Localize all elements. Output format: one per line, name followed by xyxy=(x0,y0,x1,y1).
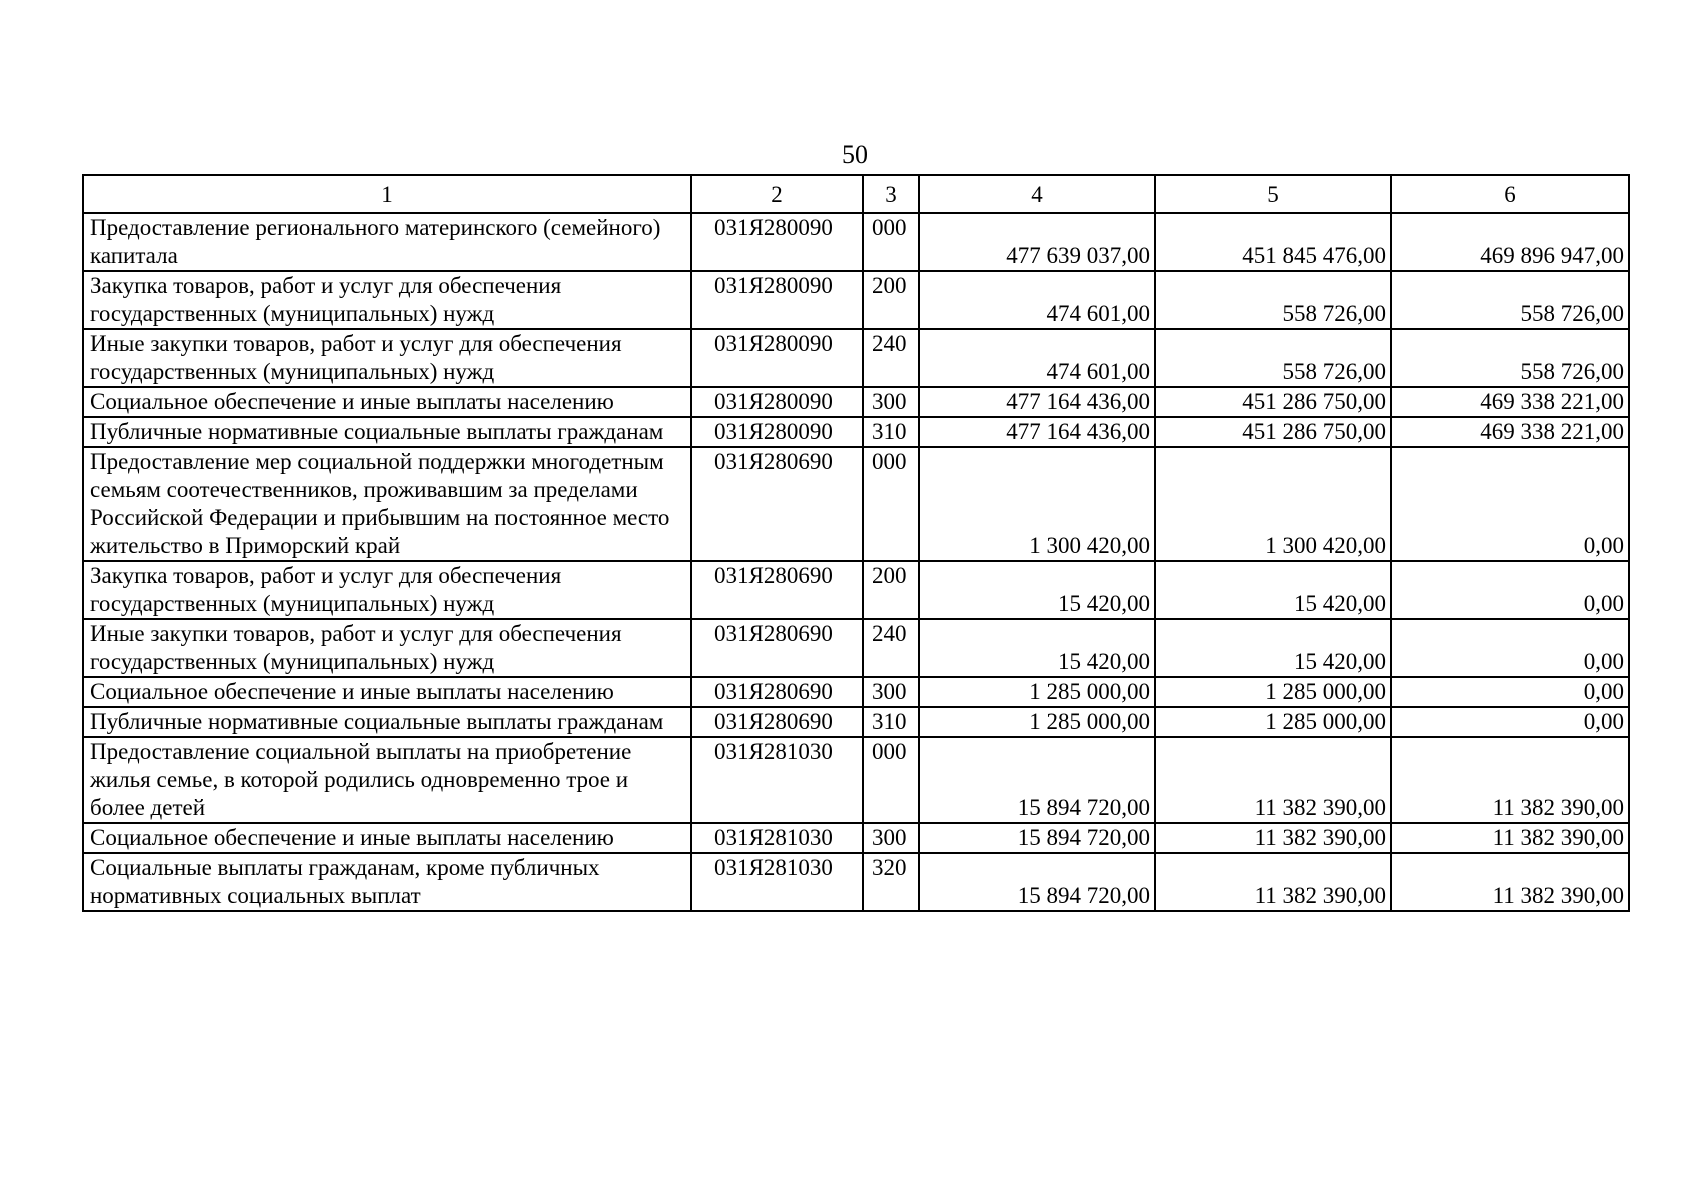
row-name: Публичные нормативные социальные выплаты гражданам xyxy=(83,707,691,737)
row-code: 031Я281030 xyxy=(691,853,863,911)
row-code: 031Я281030 xyxy=(691,823,863,853)
row-kind: 300 xyxy=(863,387,919,417)
row-amount-5: 451 286 750,00 xyxy=(1155,387,1391,417)
row-code: 031Я280090 xyxy=(691,271,863,329)
table-row xyxy=(83,329,1629,387)
row-name: Социальное обеспечение и иные выплаты населению xyxy=(83,677,691,707)
row-name: Предоставление регионального материнского (семейного) капитала xyxy=(83,213,691,271)
table-row xyxy=(83,447,1629,561)
header-row xyxy=(83,175,1629,213)
row-kind: 200 xyxy=(863,561,919,619)
row-amount-6: 0,00 xyxy=(1391,619,1629,677)
row-amount-5: 1 300 420,00 xyxy=(1155,447,1391,561)
row-name: Социальное обеспечение и иные выплаты населению xyxy=(83,823,691,853)
row-kind: 000 xyxy=(863,447,919,561)
row-amount-4: 477 164 436,00 xyxy=(919,417,1155,447)
row-kind: 000 xyxy=(863,213,919,271)
table-row xyxy=(83,737,1629,823)
row-kind: 320 xyxy=(863,853,919,911)
table-row xyxy=(83,271,1629,329)
row-amount-5: 1 285 000,00 xyxy=(1155,707,1391,737)
row-amount-6: 0,00 xyxy=(1391,561,1629,619)
row-amount-5: 451 845 476,00 xyxy=(1155,213,1391,271)
row-name: Публичные нормативные социальные выплаты гражданам xyxy=(83,417,691,447)
row-amount-6: 469 338 221,00 xyxy=(1391,417,1629,447)
page-number: 50 xyxy=(842,140,868,169)
row-amount-4: 15 420,00 xyxy=(919,619,1155,677)
row-name: Предоставление социальной выплаты на приобретение жилья семье, в которой родились одновременно трое и более детей xyxy=(83,737,691,823)
row-amount-6: 469 896 947,00 xyxy=(1391,213,1629,271)
row-amount-6: 0,00 xyxy=(1391,707,1629,737)
table-row xyxy=(83,561,1629,619)
row-amount-4: 1 285 000,00 xyxy=(919,677,1155,707)
row-code: 031Я280090 xyxy=(691,329,863,387)
table-row xyxy=(83,417,1629,447)
row-code: 031Я280690 xyxy=(691,619,863,677)
column-header: 4 xyxy=(919,175,1155,213)
row-amount-4: 474 601,00 xyxy=(919,329,1155,387)
row-name: Иные закупки товаров, работ и услуг для обеспечения государственных (муниципальных) нужд xyxy=(83,619,691,677)
column-header: 2 xyxy=(691,175,863,213)
row-amount-4: 474 601,00 xyxy=(919,271,1155,329)
table-row xyxy=(83,387,1629,417)
row-amount-6: 11 382 390,00 xyxy=(1391,737,1629,823)
row-name: Закупка товаров, работ и услуг для обеспечения государственных (муниципальных) нужд xyxy=(83,271,691,329)
row-code: 031Я280090 xyxy=(691,213,863,271)
row-amount-5: 558 726,00 xyxy=(1155,271,1391,329)
table-row xyxy=(83,853,1629,911)
row-amount-6: 11 382 390,00 xyxy=(1391,823,1629,853)
table-row xyxy=(83,619,1629,677)
row-amount-6: 11 382 390,00 xyxy=(1391,853,1629,911)
row-amount-4: 477 639 037,00 xyxy=(919,213,1155,271)
row-kind: 240 xyxy=(863,329,919,387)
column-header: 1 xyxy=(83,175,691,213)
column-header: 5 xyxy=(1155,175,1391,213)
row-amount-4: 15 894 720,00 xyxy=(919,737,1155,823)
table-row xyxy=(83,823,1629,853)
row-kind: 300 xyxy=(863,677,919,707)
row-amount-4: 1 285 000,00 xyxy=(919,707,1155,737)
budget-table xyxy=(82,174,1630,912)
table-row xyxy=(83,677,1629,707)
row-code: 031Я280690 xyxy=(691,677,863,707)
row-amount-5: 11 382 390,00 xyxy=(1155,853,1391,911)
row-amount-6: 469 338 221,00 xyxy=(1391,387,1629,417)
row-kind: 200 xyxy=(863,271,919,329)
row-name: Иные закупки товаров, работ и услуг для обеспечения государственных (муниципальных) нужд xyxy=(83,329,691,387)
row-amount-6: 558 726,00 xyxy=(1391,329,1629,387)
row-code: 031Я280090 xyxy=(691,387,863,417)
row-kind: 240 xyxy=(863,619,919,677)
row-name: Закупка товаров, работ и услуг для обеспечения государственных (муниципальных) нужд xyxy=(83,561,691,619)
row-amount-5: 15 420,00 xyxy=(1155,619,1391,677)
row-amount-4: 477 164 436,00 xyxy=(919,387,1155,417)
row-amount-4: 1 300 420,00 xyxy=(919,447,1155,561)
row-amount-5: 558 726,00 xyxy=(1155,329,1391,387)
table-row xyxy=(83,707,1629,737)
row-kind: 000 xyxy=(863,737,919,823)
row-name: Социальные выплаты гражданам, кроме публичных нормативных социальных выплат xyxy=(83,853,691,911)
row-code: 031Я280690 xyxy=(691,707,863,737)
row-name: Социальное обеспечение и иные выплаты населению xyxy=(83,387,691,417)
row-amount-4: 15 894 720,00 xyxy=(919,853,1155,911)
row-amount-6: 0,00 xyxy=(1391,677,1629,707)
row-name: Предоставление мер социальной поддержки многодетным семьям соотечественников, проживавшим за пределами Российской Федерации и прибывшим на постоянное место жительство в Приморский край xyxy=(83,447,691,561)
row-amount-5: 1 285 000,00 xyxy=(1155,677,1391,707)
column-header: 3 xyxy=(863,175,919,213)
row-code: 031Я280090 xyxy=(691,417,863,447)
row-code: 031Я280690 xyxy=(691,561,863,619)
row-code: 031Я281030 xyxy=(691,737,863,823)
row-kind: 310 xyxy=(863,417,919,447)
row-amount-4: 15 420,00 xyxy=(919,561,1155,619)
row-amount-5: 451 286 750,00 xyxy=(1155,417,1391,447)
row-amount-6: 558 726,00 xyxy=(1391,271,1629,329)
row-kind: 300 xyxy=(863,823,919,853)
table-row xyxy=(83,213,1629,271)
row-code: 031Я280690 xyxy=(691,447,863,561)
column-header: 6 xyxy=(1391,175,1629,213)
row-kind: 310 xyxy=(863,707,919,737)
row-amount-4: 15 894 720,00 xyxy=(919,823,1155,853)
row-amount-5: 11 382 390,00 xyxy=(1155,823,1391,853)
row-amount-5: 11 382 390,00 xyxy=(1155,737,1391,823)
row-amount-6: 0,00 xyxy=(1391,447,1629,561)
row-amount-5: 15 420,00 xyxy=(1155,561,1391,619)
